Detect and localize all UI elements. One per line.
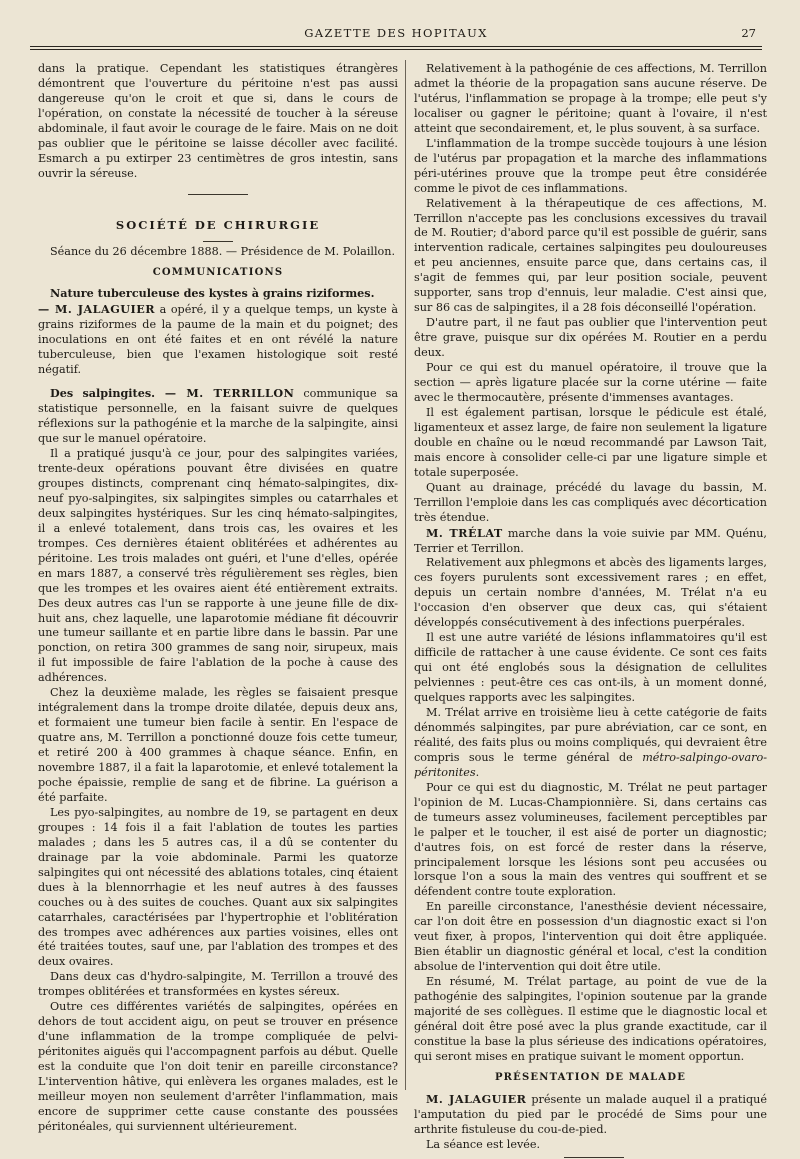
paragraph: Relativement aux phlegmons et abcès des ligaments larges, ces foyers purulents sont excessivement rares ; en effet, depuis un certain nombre d'années, M. Trélat n'a eu l'occasion d'en observer que deux cas, qui s'étaient développés consécutivement à des infections puerpérales. <box>414 556 767 630</box>
paragraph: dans la pratique. Cependant les statistiques étrangères démontrent que l'ouverture du péritoine n'est pas aussi dangereuse qu'on le croit et que si, dans le cours de l'opération, on constate la nécessité de toucher à la séreuse abdominale, il faut avoir le courage de le faire. Mais on ne doit pas oublier que le péritoine se laisse décoller avec facilité. Esmarch a pu extirper 23 centimètres de gros intestin, sans ouvrir la séreuse. <box>38 62 398 180</box>
communications-heading: COMMUNICATIONS <box>152 266 284 278</box>
paragraph: En pareille circonstance, l'anesthésie devient nécessaire, car l'on doit être en possession d'un diagnostic exact si l'on veut fixer, à propos, l'intervention qui doit être appliquée. Bien établir un diagnostic général et local, c'est la condition absolue de l'intervention qui doit être utile. <box>414 900 767 974</box>
header-rule-top <box>30 46 762 47</box>
speaker-name: M. TRÉLAT <box>426 525 503 540</box>
paragraph: Il a pratiqué jusqu'à ce jour, pour des salpingites variées, trente-deux opérations pouvant être divisées en quatre groupes distincts, comprenant cinq hémato-salpingites, dix-neuf pyo-salpingites, six salpingites simples ou catarrhales et deux salpingites hystériques. Sur les cinq hémato-salpingites, il a enlevé totalement, dans trois cas, les ovaires et les trompes. Ces dernières étaient oblitérées et adhérentes au péritoine. Les trois malades ont guéri, et l'une d'elles, opérée en mars 1887, a conservé très régulièrement ses règles, bien que les trompes et les ovaires aient été entièrement extraits. Des deux autres cas l'un se rapporte à une jeune fille de dix-huit ans, chez laquelle, une laparotomie médiane fit découvrir une tumeur saillante et en partie libre dans le bassin. Par une ponction, on retira 300 grammes de sang noir, sirupeux, mais il fut impossible de faire l'ablation de la poche à cause des adhérences. <box>38 447 398 685</box>
short-rule <box>38 235 398 243</box>
paragraph-text: présente un malade auquel il a pratiqué l'amputation du pied par le procédé de Sims pour une arthrite fistuleuse du cou-de-pied. <box>414 1092 767 1136</box>
paragraph-text: M. Trélat arrive en troisième lieu à cette catégorie de faits dénommés salpingites, par pure abréviation, car ce sont, en réalité, des faits plus ou moins compliqués, qui devraient être compris sous le terme général de <box>414 705 767 764</box>
speaker-name: M. JALAGUIER <box>426 1091 527 1106</box>
paragraph-text: a opéré, il y a quelque temps, un kyste à grains riziformes de la paume de la main et du poignet; des inoculations en ont été faites et en ont révélé la nature tuberculeuse, bien que l'examen histologique soit resté négatif. <box>38 303 398 377</box>
italic-term: métro-salpingo-ovaro-péritonites <box>414 750 767 779</box>
article-heading: Des salpingites. <box>50 386 156 401</box>
page-number: 27 <box>741 26 756 40</box>
paragraph: Chez la deuxième malade, les règles se faisaient presque intégralement dans la trompe droite dilatée, depuis deux ans, et formaient une tumeur bien facile à sentir. En l'espace de quatre ans, M. Terrillon a ponctionné douze fois cette tumeur, et retiré 200 à 400 grammes à chaque séance. Enfin, en novembre 1887, il a fait la laparotomie, et enlevé totalement la poche épaissie, remplie de sang et de fibrine. La guérison a été parfaite. <box>38 686 398 804</box>
running-header <box>30 22 762 44</box>
paragraph <box>414 706 767 781</box>
paragraph <box>38 386 398 447</box>
header-rule-bottom <box>30 49 762 50</box>
paragraph-text: . <box>475 765 480 779</box>
paragraph: Il est une autre variété de lésions inflammatoires qu'il est difficile de rattacher à une cause évidente. Ce sont ces faits qui ont été englobés sous la désignation de cellulites pelviennes : peut-être ces cas ont-ils, à un moment donné, quelques rapports avec les salpingites. <box>414 631 767 705</box>
paragraph <box>38 286 398 378</box>
paragraph <box>414 1092 767 1138</box>
article-heading: Nature tuberculeuse des kystes à grains riziformes. <box>50 286 375 301</box>
paragraph: Les pyo-salpingites, au nombre de 19, se partagent en deux groupes : 14 fois il a fait l'ablation de toutes les parties malades ; dans les 5 autres cas, il a dû se contenter du drainage par la voie abdominale. Parmi les quatorze salpingites qui ont nécessité des ablations totales, cinq étaient dues à la blennorrhagie et les neuf autres à des fausses couches ou à des suites de couches. Quant aux six salpingites catarrhales, caractérisées par l'hypertrophie et l'oblitération des trompes avec adhérences aux parties voisines, elles ont été traitées toutes, sauf une, par l'ablation des trompes et des deux ovaires. <box>38 805 398 969</box>
paragraph: Il est également partisan, lorsque le pédicule est étalé, ligamenteux et assez large, de faire non seulement la ligature double en chaîne ou le nœud recommandé par Lawson Tait, mais encore à consolider celle-ci par une ligature simple et totale superposée. <box>414 405 767 479</box>
speaker-name: — M. JALAGUIER <box>38 302 156 317</box>
paragraph: D'autre part, il ne faut pas oublier que l'intervention peut être grave, puisque sur dix opérées M. Routier en a perdu deux. <box>414 316 767 360</box>
paragraph: En résumé, M. Trélat partage, au point de vue de la pathogénie des salpingites, l'opinion soutenue par la grande majorité de ses collègues. Il estime que le diagnostic local et général doit être posé avec la plus grande exactitude, car il constitue la base la plus sérieuse des indications opératoires, qui seront mises en pratique suivant le moment opportun. <box>414 975 767 1063</box>
paragraph: L'inflammation de la trompe succède toujours à une lésion de l'utérus par propagation et la marche des inflammations péri-utérines prouve que la trompe peut être considérée comme le pivot de ces inflammations. <box>414 136 767 195</box>
paragraph <box>414 526 767 557</box>
paragraph: Dans deux cas d'hydro-salpingite, M. Terrillon a trouvé des trompes oblitérées et transformées en kystes séreux. <box>38 970 398 999</box>
paragraph: Relativement à la pathogénie de ces affections, M. Terrillon admet la théorie de la propagation sans aucune réserve. De l'utérus, l'inflammation se propage à la trompe; elle peut s'y localiser ou gagner le péritoine; quant à l'ovaire, il n'est atteint que secondairement, et, le plus souvent, à sa surface. <box>414 62 767 135</box>
society-heading: SOCIÉTÉ DE CHIRURGIE <box>115 217 321 232</box>
paragraph: Pour ce qui est du manuel opératoire, il trouve que la section — après ligature placée sur la corne utérine — faite avec le thermocautère, présente d'immenses avantages. <box>414 361 767 404</box>
paragraph: Pour ce qui est du diagnostic, M. Trélat ne peut partager l'opinion de M. Lucas-Championnière. Si, dans certains cas de tumeurs assez volumineuses, facilement perceptibles par le palper et le toucher, il est aisé de porter un diagnostic; d'autres fois, on est forcé de rester dans la réserve, principalement lorsque les lésions sont peu accusées ou lorsque l'on a sous la main des ventres qui souffrent et se défendent contre toute exploration. <box>414 780 767 899</box>
session-line: Séance du 26 décembre 1888. — Présidence de M. Polaillon. <box>50 244 396 258</box>
right-column <box>414 62 767 1151</box>
closing-line: La séance est levée. <box>426 1137 541 1151</box>
journal-title: GAZETTE DES HOPITAUX <box>304 26 488 40</box>
section-ornament <box>38 188 398 196</box>
paragraph: Quant au drainage, précédé du lavage du bassin, M. Terrillon l'emploie dans les cas compliqués avec décortication très étendue. <box>414 480 767 524</box>
speaker-name: — M. TERRILLON <box>155 386 295 401</box>
left-column <box>38 62 398 1140</box>
paragraph: Relativement à la thérapeutique de ces affections, M. Terrillon n'accepte pas les conclusions excessives du travail de M. Routier; d'abord parce qu'il est possible de guérir, sans intervention radicale, certaines salpingites peu douloureuses et peu anciennes, ensuite parce que, dans certains cas, il s'agit de femmes qui, par leur position sociale, peuvent supporter, sans trop d'ennuis, leur maladie. C'est ainsi que, sur 86 cas de salpingites, il a 28 fois déconseillé l'opération. <box>414 196 767 315</box>
paragraph: Outre ces différentes variétés de salpingites, opérées en dehors de tout accident aigu, on peut se trouver en présence d'une inflammation de la trompe compliquée de pelvi-péritonites aiguës qui l'accompagnent parfois au début. Quelle est la conduite que l'on doit tenir en pareille circonstance? L'intervention hâtive, qui enlèvera les organes malades, est le meilleur moyen non seulement d'arrêter l'inflammation, mais encore de supprimer cette cause constante des poussées péritonéales, qui surviennent ultérieurement. <box>38 1000 398 1133</box>
column-divider <box>405 60 406 1090</box>
end-rule <box>564 1157 624 1159</box>
paragraph-text: communique sa statistique personnelle, en la faisant suivre de quelques réflexions sur la pathogénie et la marche de la salpingite, ainsi que sur le manuel opératoire. <box>38 387 398 446</box>
presentation-heading: PRÉSENTATION DE MALADE <box>494 1071 687 1083</box>
paragraph-text: marche dans la voie suivie par MM. Quénu, Terrier et Terrillon. <box>414 526 767 555</box>
